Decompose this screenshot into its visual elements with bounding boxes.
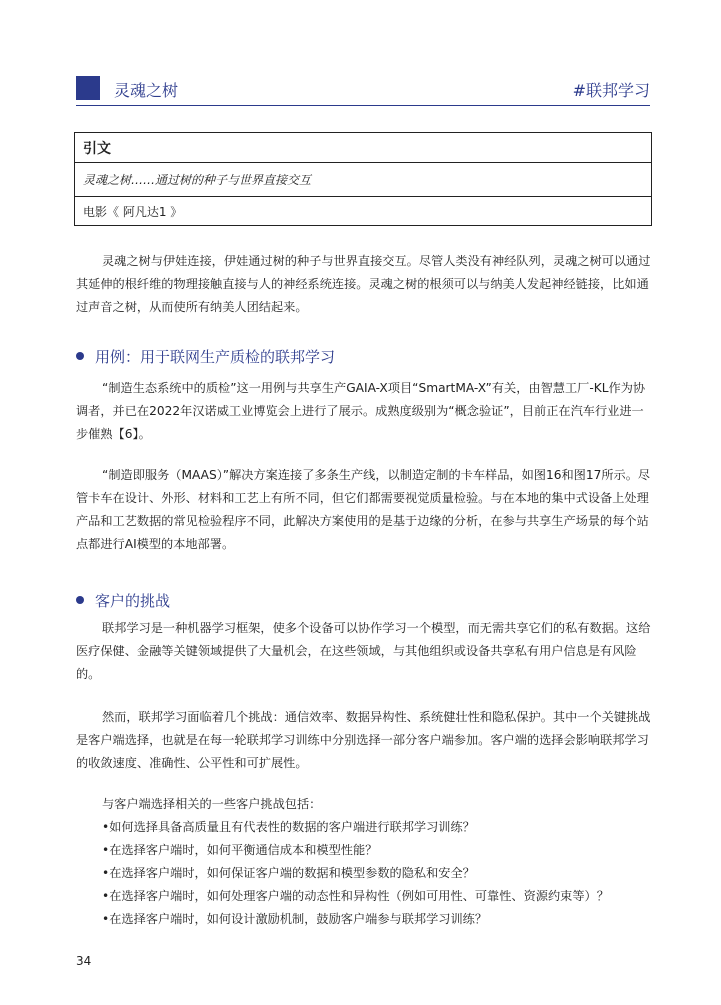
list-item: •在选择客户端时，如何保证客户端的数据和模型参数的隐私和安全？ (102, 866, 475, 880)
header-square-mark (76, 76, 100, 100)
list-item: •在选择客户端时，如何平衡通信成本和模型性能？ (102, 843, 378, 857)
page-number: 34 (76, 954, 92, 968)
challenges-paragraph-2: 然而，联邦学习面临着几个挑战：通信效率、数据异构性、系统健壮性和隐私保护。其中一个关键挑战是客户端选择，也就是在每一轮联邦学习训练中分别选择一部分客户端参加。客户端的选择会影响联邦学习的收敛速度、准确性、公平性和可扩展性。 (76, 710, 651, 770)
chapter-title: 灵魂之树 (114, 81, 179, 100)
quote-label: 引文 (75, 133, 651, 163)
section-heading-usecase: 用例：用于联网生产质检的联邦学习 (76, 346, 335, 367)
section-heading-challenges: 客户的挑战 (76, 590, 170, 611)
bullet-dot-icon (76, 596, 84, 604)
quote-source: 电影《 阿凡达1 》 (83, 204, 183, 219)
bullet-dot-icon (76, 352, 84, 360)
list-item: •如何选择具备高质量且有代表性的数据的客户端进行联邦学习训练？ (102, 820, 475, 834)
topic-tag: #联邦学习 (572, 81, 650, 100)
header-rule (76, 105, 650, 106)
list-intro: 与客户端选择相关的一些客户挑战包括： (102, 797, 322, 811)
list-item: •在选择客户端时，如何处理客户端的动态性和异构性（例如可用性、可靠性、资源约束等）？ (102, 889, 609, 903)
quote-text: 灵魂之树……通过树的种子与世界直接交互 (75, 163, 651, 197)
page-header (76, 72, 650, 106)
quote-box (74, 132, 652, 226)
challenge-list (102, 793, 662, 931)
challenges-paragraph-1: 联邦学习是一种机器学习框架，使多个设备可以协作学习一个模型，而无需共享它们的私有数据。这给医疗保健、金融等关键领域提供了大量机会，在这些领域，与其他组织或设备共享私有用户信息是有风险的。 (76, 621, 651, 681)
list-item: •在选择客户端时，如何设计激励机制，鼓励客户端参与联邦学习训练？ (102, 912, 488, 926)
usecase-paragraph-2: “制造即服务（MAAS）”解决方案连接了多条生产线，以制造定制的卡车样品，如图16和图17所示。尽管卡车在设计、外形、材料和工艺上有所不同，但它们都需要视觉质量检验。与在本地的集中式设备上处理产品和工艺数据的常见检验程序不同，此解决方案使用的是基于边缘的分析，在参与共享生产场景的每个站点都进行AI模型的本地部署。 (76, 468, 651, 551)
usecase-paragraph-1: “制造生态系统中的质检”这一用例与共享生产GAIA-X项目“SmartMA-X”有关，由智慧工厂-KL作为协调者，并已在2022年汉诺威工业博览会上进行了展示。成熟度级别为“概念验证”，目前正在汽车行业进一步催熟【6】。 (76, 381, 646, 441)
intro-paragraph: 灵魂之树与伊娃连接，伊娃通过树的种子与世界直接交互。尽管人类没有神经队列，灵魂之树可以通过其延伸的根纤维的物理接触直接与人的神经系统连接。灵魂之树的根须可以与纳美人发起神经链接，比如通过声音之树，从而使所有纳美人团结起来。 (76, 254, 651, 314)
